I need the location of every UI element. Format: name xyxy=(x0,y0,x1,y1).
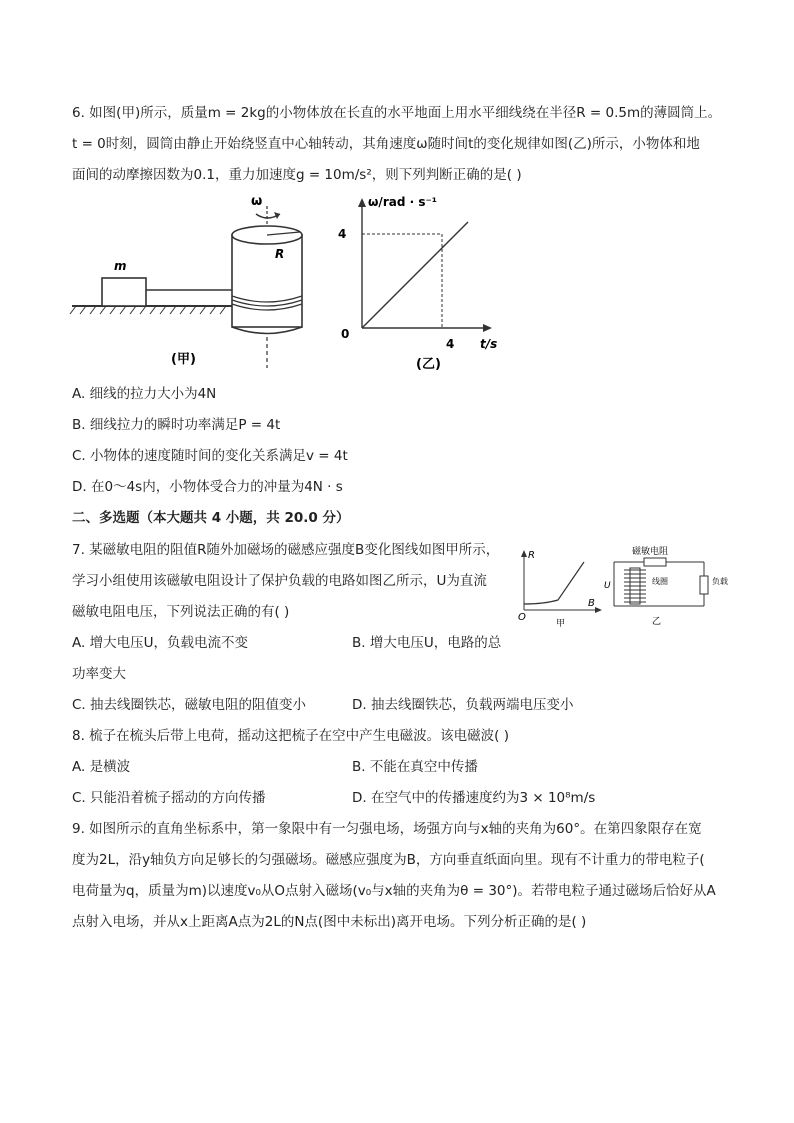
q7-figure-jia xyxy=(514,548,604,628)
q9-line-1: 9. 如图所示的直角坐标系中，第一象限中有一匀强电场，场强方向与x轴的夹角为60°。在第四象限存在宽 xyxy=(72,821,702,837)
q6-line-3: 面间的动摩擦因数为0.1，重力加速度g = 10m/s²，则下列判断正确的是( ) xyxy=(72,167,522,183)
q6-option-d: D. 在0～4s内，小物体受合力的冲量为4N · s xyxy=(72,479,343,495)
label-load: 负载 xyxy=(712,577,728,586)
q6-option-c: C. 小物体的速度随时间的变化关系满足v = 4t xyxy=(72,448,348,464)
q7-option-b: B. 增大电压U，电路的总 xyxy=(352,635,502,651)
caption-jia: (甲) xyxy=(171,352,196,367)
q8-option-b: B. 不能在真空中传播 xyxy=(352,759,478,775)
label-U: U xyxy=(604,581,611,591)
q6-option-b: B. 细线拉力的瞬时功率满足P = 4t xyxy=(72,417,281,433)
q8-option-c: C. 只能沿着梳子摇动的方向传播 xyxy=(72,790,266,806)
q6-figure-yi xyxy=(334,192,514,372)
magnetoresistor xyxy=(644,558,666,566)
label-m: m xyxy=(114,259,127,273)
label-omega: ω xyxy=(251,194,263,209)
load xyxy=(700,576,708,594)
q7-line-2: 学习小组使用该磁敏电阻设计了保护负载的电路如图乙所示，U为直流 xyxy=(72,573,487,589)
q7-option-b-cont: 功率变大 xyxy=(72,666,126,682)
section-heading: 二、多选题（本大题共 4 小题，共 20.0 分） xyxy=(72,510,350,526)
q6-line-2: t = 0时刻，圆筒由静止开始绕竖直中心轴转动，其角速度ω随时间t的变化规律如图(乙)所示，小物体和地 xyxy=(72,136,700,152)
q7-line-3: 磁敏电阻电压，下列说法正确的有( ) xyxy=(72,604,290,620)
fig-title: 磁敏电阻 xyxy=(632,547,669,557)
label-B: B xyxy=(588,598,595,609)
omega-t-line xyxy=(362,222,468,328)
q9-line-3: 电荷量为q，质量为m)以速度v₀从O点射入磁场(v₀与x轴的夹角为θ = 30°)。若带电粒子通过磁场后恰好从A xyxy=(72,883,716,899)
graph-origin: 0 xyxy=(341,327,350,341)
caption-jia: 甲 xyxy=(556,619,566,629)
cylinder xyxy=(232,235,302,327)
q8-line-1: 8. 梳子在梳头后带上电荷，摇动这把梳子在空中产生电磁波。该电磁波( ) xyxy=(72,728,509,744)
caption-yi: (乙) xyxy=(416,357,441,372)
caption-yi: 乙 xyxy=(652,617,662,627)
q9-line-2: 度为2L，沿y轴负方向足够长的匀强磁场。磁感应强度为B，方向垂直纸面向里。现有不计重力的带电粒子( xyxy=(72,852,705,868)
q8-option-a: A. 是横波 xyxy=(72,759,131,775)
label-R: R xyxy=(528,550,535,561)
block-m xyxy=(102,278,146,306)
label-O: O xyxy=(518,612,526,623)
q7-option-a: A. 增大电压U，负载电流不变 xyxy=(72,635,248,651)
graph-ylabel: ω/rad · s⁻¹ xyxy=(368,195,438,209)
q7-line-1: 7. 某磁敏电阻的阻值R随外加磁场的磁感应强度B变化图线如图甲所示， xyxy=(72,542,500,558)
q6-line-1: 6. 如图(甲)所示，质量m = 2kg的小物体放在长直的水平地面上用水平细线绕在半径R = 0.5m的薄圆筒上。 xyxy=(72,105,722,121)
label-R: R xyxy=(275,247,285,261)
q6-option-a: A. 细线的拉力大小为4N xyxy=(72,386,217,402)
q7-figure-yi xyxy=(604,544,728,628)
label-coil: 线圈 xyxy=(652,577,668,586)
graph-x-tick: 4 xyxy=(446,337,455,351)
q7-option-c: C. 抽去线圈铁芯，磁敏电阻的阻值变小 xyxy=(72,697,307,713)
graph-y-tick: 4 xyxy=(338,227,347,241)
graph-xlabel: t/s xyxy=(480,337,498,351)
r-b-curve xyxy=(524,562,584,604)
q9-line-4: 点射入电场，并从x上距离A点为2L的N点(图中未标出)离开电场。下列分析正确的是( ) xyxy=(72,914,587,930)
q6-figure-jia xyxy=(72,192,322,372)
q7-option-d: D. 抽去线圈铁芯，负载两端电压变小 xyxy=(352,697,574,713)
q8-option-d: D. 在空气中的传播速度约为3 × 10⁸m/s xyxy=(352,790,596,806)
